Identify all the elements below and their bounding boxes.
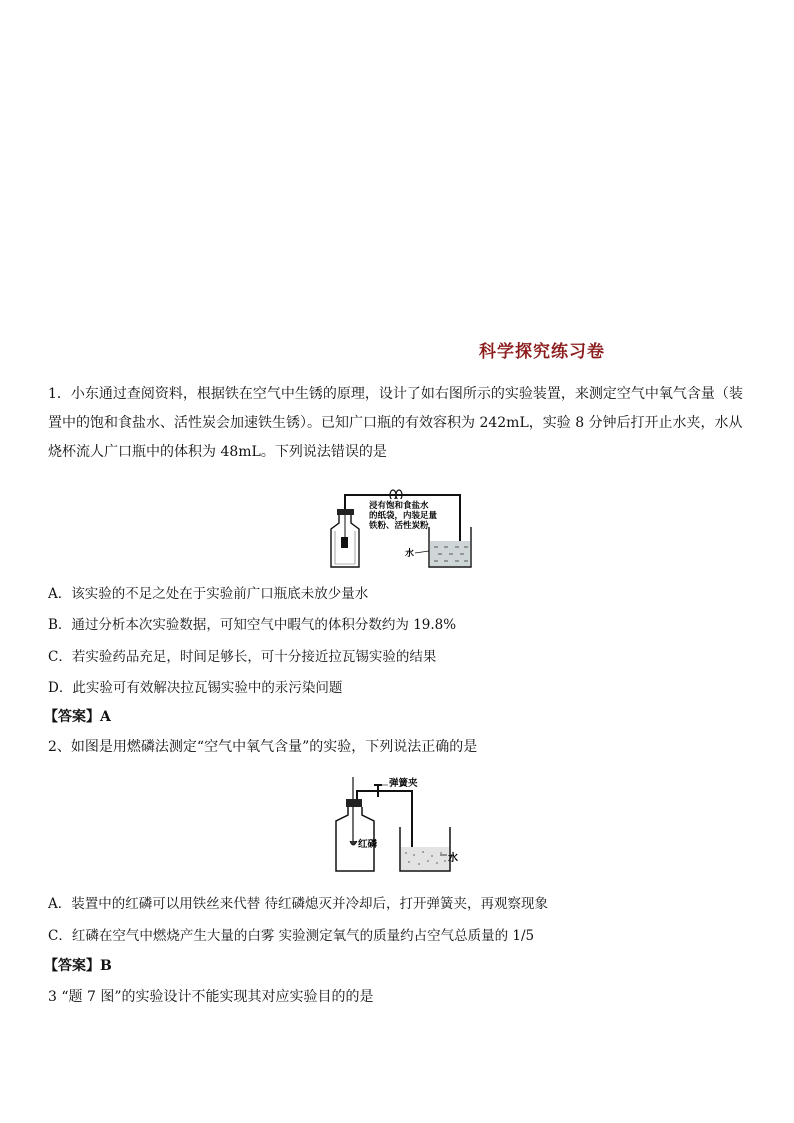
question-1-option-d: D．此实验可有效解决拉瓦锡实验中的汞污染问题 [48, 680, 343, 696]
question-1-figure [325, 481, 475, 569]
question-1-option-a: A．该实验的不足之处在于实验前广口瓶底未放少量水 [48, 586, 369, 602]
question-2-answer: 【答案】B [44, 958, 112, 974]
figure-label-water: 水 [405, 549, 415, 559]
question-2-option-c: C．红磷在空气中燃烧产生大量的白雾 实验测定氧气的质量约占空气总质量的 1/5 [48, 928, 535, 944]
figure-label-clamp: 弹簧夹 [389, 778, 418, 789]
question-2-figure [330, 775, 470, 873]
question-1-option-b: B．通过分析本次实验数据，可知空气中暇气的体积分数约为 19.8% [48, 617, 457, 633]
figure-label-bag-line-2: 的纸袋，内装足量 [369, 511, 438, 521]
question-1-option-c: C．若实验药品充足，时间足够长，可十分接近拉瓦锡实验的结果 [48, 649, 437, 665]
iron-rust-apparatus-diagram [325, 481, 475, 569]
figure-label-bag-line-1: 浸有饱和食盐水 [369, 501, 429, 511]
question-1-answer: 【答案】A [44, 709, 111, 725]
question-1-stem: 1．小东通过查阅资料，根据铁在空气中生锈的原理，设计了如右图所示的实验装置，来测定空气中氧气含量（装置中的饱和食盐水、活性炭会加速铁生锈）。已知广口瓶的有效容积为 242mL，实验 8 分钟后打开止水夹，水从烧杯流人广口瓶中的体积为 48mL。下列说法错误的是 [48, 386, 743, 460]
question-3-stem: 3 “题 7 图”的实验设计不能实现其对应实验目的的是 [48, 989, 374, 1005]
question-2-option-a: A．装置中的红磷可以用铁丝来代替 待红磷熄灭并冷却后，打开弹簧夹，再观察现象 [48, 896, 549, 912]
red-phosphorus-apparatus-diagram [330, 775, 470, 873]
figure-label-bag-line-3: 铁粉、活性炭粉 [369, 521, 429, 531]
figure-label-phosphorus: 红磷 [358, 839, 378, 850]
figure-label-water: 水 [448, 853, 458, 864]
page-title: 科学探究练习卷 [479, 342, 605, 362]
question-2-stem: 2、如图是用燃磷法测定“空气中氧气含量”的实验，下列说法正确的是 [48, 739, 478, 755]
